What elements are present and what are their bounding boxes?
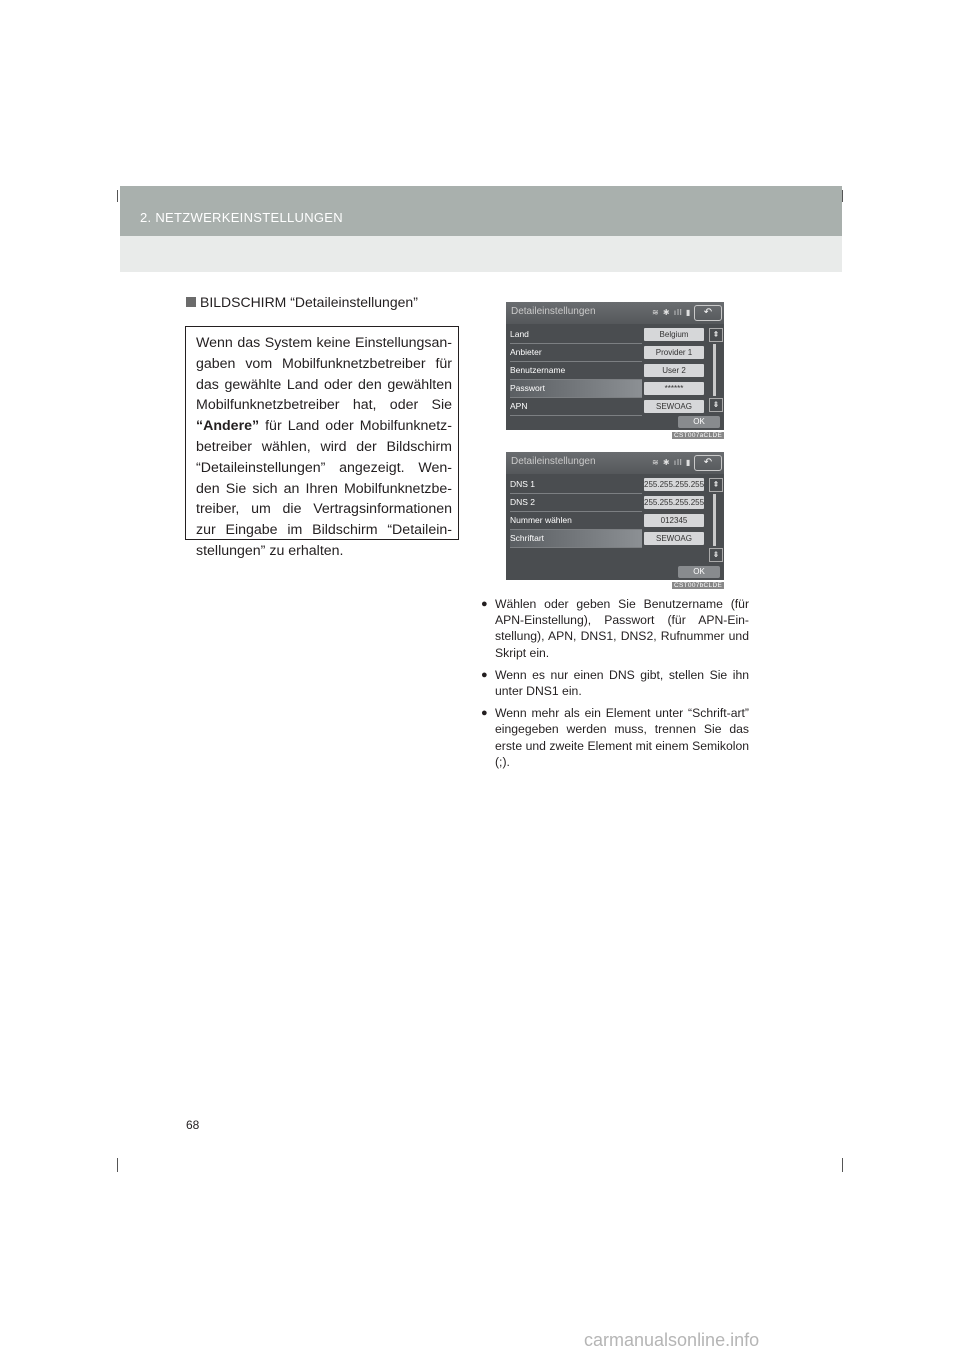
list-item <box>481 705 749 770</box>
image-code: CST007bCLDE <box>674 582 723 589</box>
square-bullet-icon <box>186 297 196 307</box>
row-label: Benutzername <box>510 365 566 375</box>
ok-button[interactable]: OK <box>678 416 720 428</box>
row-nummer-waehlen[interactable] <box>510 512 642 530</box>
list-item <box>481 667 749 699</box>
value-nummer-waehlen[interactable]: 012345 <box>644 514 704 527</box>
crop-mark-bottom-left <box>117 1158 118 1172</box>
watermark: carmanualsonline.info <box>584 1330 760 1350</box>
bullet-text: Wenn mehr als ein Element unter “Schrift-art” eingegeben werden muss, trennen Sie das erste und zweite Element mit einem Semikolon (;). <box>495 706 749 769</box>
screen-title: Detaileinstellungen <box>511 456 596 467</box>
row-apn[interactable] <box>510 398 642 416</box>
bullet-icon: ● <box>481 598 488 610</box>
row-label: DNS 1 <box>510 479 536 489</box>
chapter-title: 2. NETZWERKEINSTELLUNGEN <box>140 210 343 225</box>
row-label: Passwort <box>510 383 545 393</box>
section-heading-text: BILDSCHIRM “Detaileinstellungen” <box>200 294 418 310</box>
value-benutzername[interactable]: User 2 <box>644 364 704 377</box>
bullet-icon: ● <box>481 668 488 681</box>
row-dns2[interactable] <box>510 494 642 512</box>
screenshot-detail-settings-2 <box>506 452 724 580</box>
back-icon[interactable]: ↶ <box>694 305 722 321</box>
bullet-icon: ● <box>481 707 488 720</box>
row-schriftart[interactable] <box>510 530 642 548</box>
scroll-down-icon[interactable]: ⇟ <box>709 398 723 412</box>
value-dns1[interactable]: 255.255.255.255 <box>644 480 705 489</box>
value-apn[interactable]: SEWOAG <box>644 400 704 413</box>
note-text <box>196 333 452 562</box>
scroll-down-icon[interactable]: ⇟ <box>709 548 723 562</box>
screen-title: Detaileinstellungen <box>511 306 596 317</box>
section-heading <box>186 294 418 310</box>
back-icon[interactable]: ↶ <box>694 455 722 471</box>
note-text-pre: Wenn das System keine Einstellungsan-gaben vom Mobilfunknetzbetreiber für das gewählte Land oder den gewählten Mobilfunknetzbetreiber hat, oder Sie <box>196 335 452 414</box>
row-anbieter[interactable] <box>510 344 642 362</box>
status-icons: ≋ ✱ ıll ▮ <box>652 308 692 317</box>
list-item <box>481 596 749 661</box>
status-icons: ≋ ✱ ıll ▮ <box>652 458 692 467</box>
row-label: Land <box>510 329 529 339</box>
image-code: CST007aCLDE <box>674 432 723 439</box>
scrollbar[interactable] <box>713 344 716 396</box>
row-label: Anbieter <box>510 347 542 357</box>
row-dns1[interactable] <box>510 476 642 494</box>
value-schriftart[interactable]: SEWOAG <box>644 532 704 545</box>
row-label: DNS 2 <box>510 497 536 507</box>
value-anbieter[interactable]: Provider 1 <box>644 346 704 359</box>
note-text-post: für Land oder Mobilfunknetz-betreiber wählen, wird der Bildschirm “Detaileinstellungen” angezeigt. Wen-den Sie sich an Ihren Mobilfunknetzbe-treiber, um die Vertragsinformationen zur Eingabe im Bildschirm “Detailein-stellungen” zu erhalten. <box>196 418 452 559</box>
ok-button[interactable]: OK <box>678 566 720 578</box>
crop-mark-top-right <box>842 190 843 202</box>
row-land[interactable] <box>510 326 642 344</box>
row-label: APN <box>510 401 528 411</box>
row-label: Schriftart <box>510 533 545 543</box>
bullet-text: Wenn es nur einen DNS gibt, stellen Sie ihn unter DNS1 ein. <box>495 667 749 699</box>
value-dns2[interactable]: 255.255.255.255 <box>644 498 705 507</box>
page-number: 68 <box>186 1118 200 1132</box>
row-benutzername[interactable] <box>510 362 642 380</box>
row-label: Nummer wählen <box>510 515 572 525</box>
note-text-bold: “Andere” <box>196 418 260 435</box>
row-passwort[interactable] <box>510 380 642 398</box>
scroll-up-icon[interactable]: ⇞ <box>709 478 723 492</box>
note-box <box>185 326 459 559</box>
scrollbar[interactable] <box>713 494 716 546</box>
value-passwort[interactable]: ****** <box>644 382 704 395</box>
crop-mark-bottom-right <box>842 1158 843 1172</box>
bullet-text: Wählen oder geben Sie Benutzername (für APN-Einstellung), Passwort (für APN-Ein-stellung), APN, DNS1, DNS2, Rufnummer und Skript ein. <box>495 597 749 660</box>
scroll-up-icon[interactable]: ⇞ <box>709 328 723 342</box>
value-land[interactable]: Belgium <box>644 328 704 341</box>
bullet-list <box>481 596 749 776</box>
screenshot-detail-settings-1 <box>506 302 724 430</box>
crop-mark-top-left <box>117 190 118 202</box>
